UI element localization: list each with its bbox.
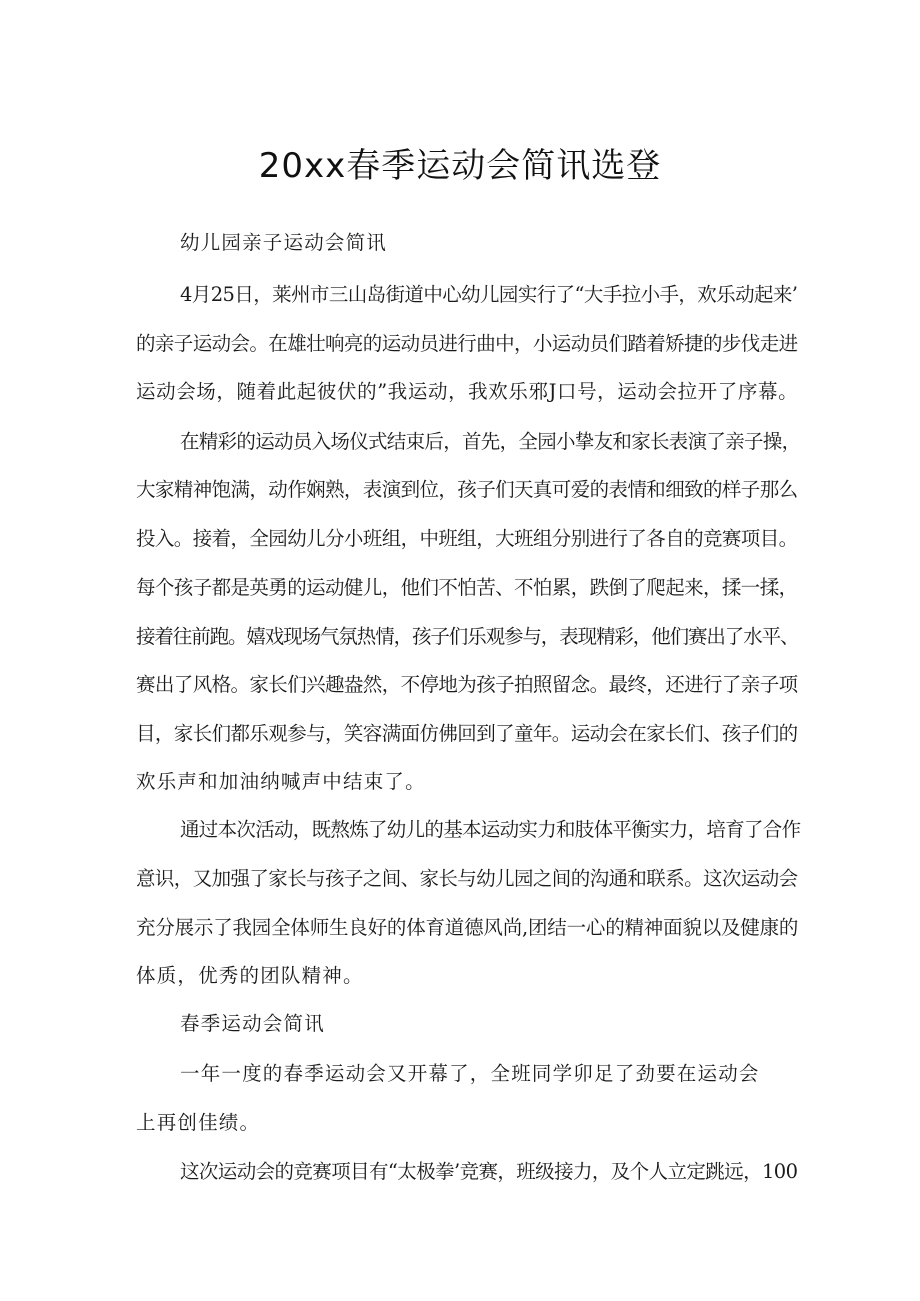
paragraph-line: 一年一度的春季运动会又开幕了，全班同学卯足了劲要在运动会 (180, 1062, 760, 1085)
paragraph-line: 运动会场，随着此起彼伏的”我运动，我欢乐邪J口号，运动会拉开了序幕。 (136, 380, 799, 403)
paragraph-line: 这次运动会的竞赛项目有“太极拳’竞赛，班级接力，及个人立定跳远，100 (180, 1160, 798, 1183)
section-heading-kindergarten: 幼儿园亲子运动会简讯 (180, 231, 388, 254)
paragraph-line: 充分展示了我园全体师生良好的体育道德风尚,团结一心的精神面貌以及健康的 (136, 916, 799, 939)
paragraph-line: 4月25日，莱州市三山岛街道中心幼儿园实行了“大手拉小手，欢乐动起来’ (180, 283, 798, 306)
paragraph-line: 每个孩子都是英勇的运动健儿，他们不怕苦、不怕累，跌倒了爬起来，揉一揉， (136, 576, 798, 599)
paragraph-line: 接着往前跑。嬉戏现场气氛热情，孩子们乐观参与，表现精彩，他们赛出了水平、 (136, 625, 799, 648)
paragraph-line: 欢乐声和加油纳喊声中结束了。 (136, 770, 426, 793)
paragraph-line: 上再创佳绩。 (136, 1111, 261, 1134)
paragraph-line: 体质，优秀的团队精神。 (136, 964, 364, 987)
paragraph-line: 在精彩的运动员入场仪式结束后，首先，全园小挚友和家长表演了亲子操， (180, 430, 801, 453)
document-title: 20xx春季运动会简讯选登 (258, 146, 662, 186)
paragraph-line: 目，家长们都乐观参与，笑容满面仿佛回到了童年。运动会在家长们、孩子们的 (136, 722, 798, 745)
paragraph-line: 的亲子运动会。在雄壮响亮的运动员进行曲中，小运动员们踏着矫捷的步伐走进 (136, 332, 798, 355)
paragraph-line: 通过本次活动，既熬炼了幼儿的基本运动实力和肢体平衡实力，培育了合作 (180, 818, 801, 841)
paragraph-line: 大家精神饱满，动作娴熟，表演到位，孩子们天真可爱的表情和细致的样子那么 (136, 478, 798, 501)
section-heading-spring: 春季运动会简讯 (180, 1012, 325, 1035)
paragraph-line: 投入。接着，全园幼儿分小班组，中班组，大班组分别进行了各自的竞赛项目。 (136, 527, 798, 550)
paragraph-line: 意识，又加强了家长与孩子之间、家长与幼儿园之间的沟通和联系。这次运动会 (136, 867, 798, 890)
paragraph-line: 赛出了风格。家长们兴趣盎然，不停地为孩子拍照留念。最终，还进行了亲子项 (136, 673, 798, 696)
